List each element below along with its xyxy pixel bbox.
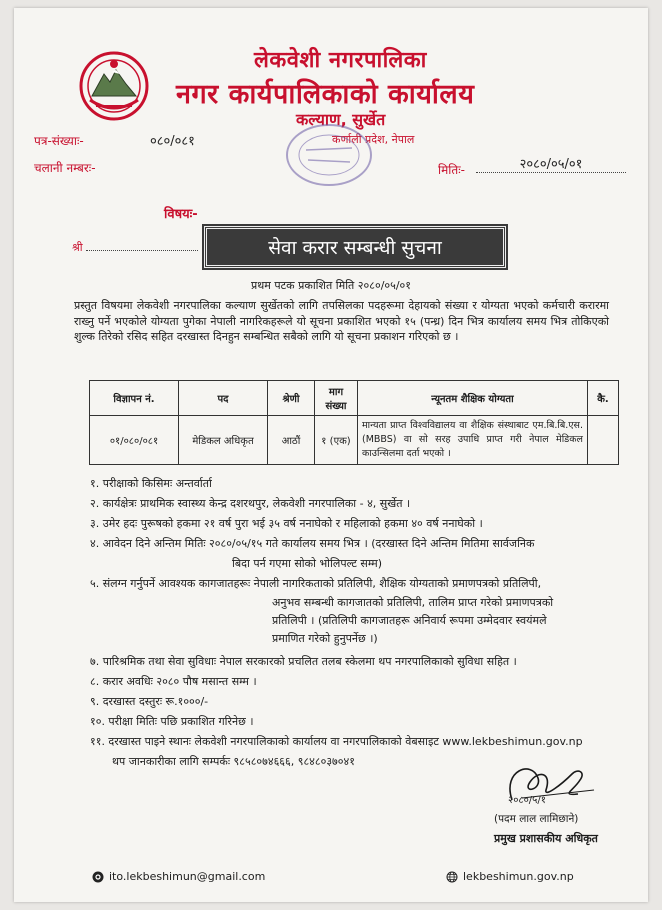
email-text: ito.lekbeshimun@gmail.com — [109, 870, 266, 883]
recipient-label: श्री — [72, 241, 83, 254]
notice-title-box — [204, 226, 506, 268]
list-item: ७. पारिश्रमिक तथा सेवा सुविधाः नेपाल सरकारको प्रचलित तलब स्केलमा थप नगरपालिकाको सुविधा सहित । — [90, 655, 517, 668]
office-location: कल्याण, सुर्खेत — [296, 110, 386, 129]
list-item: प्रतिलिपी । (प्रतिलिपी कागजातहरू अनिवार्य रूपमा उम्मेदवार स्वयंमले — [272, 614, 547, 627]
cell-post: मेडिकल अधिकृत — [179, 416, 268, 465]
globe-icon — [446, 871, 458, 883]
col-qualification: न्यूनतम शैक्षिक योग्यता — [358, 381, 588, 416]
col-level: श्रेणी — [268, 381, 315, 416]
municipality-name: लेकवेशी नगरपालिका — [254, 48, 427, 73]
col-remarks: कै. — [588, 381, 619, 416]
dispatch-no-label: चलानी नम्बरः- — [34, 161, 96, 175]
intro-paragraph: प्रस्तुत विषयमा लेकवेशी नगरपालिका कल्याण सुर्खेतको लागि तपसिलका पदहरूमा देहायको संख्या र योग्यता भएको कर्मचारी करारमा राख्नु पर्ने भएकोले योग्यता पुगेका नेपाली नागरिकहरूले यो सूचना प्रकाशित भएको १५ (पन्ध्र) दिन भित्र कार्यालय समय भित्र तोकिएको शुल्क तिरेको रसिद सहित दरखास्त दिनहुन सम्बन्धित सबैको लागि यो सूचना प्रकाशन गरिएको छ । — [74, 299, 609, 343]
list-item: २. कार्यक्षेत्रः प्राथमिक स्वास्थ्य केन्द्र दशरथपुर, लेकवेशी नगरपालिका - ४, सुर्खेत । — [90, 497, 411, 510]
list-item: ११. दरखास्त पाइने स्थानः लेकवेशी नगरपालिकाको कार्यालय वा नगरपालिकाको वेबसाइट www.lekbeshimun.gov.np — [90, 735, 583, 748]
footer-website — [446, 870, 574, 883]
footer-email — [92, 870, 265, 883]
list-item: ८. करार अवधिः २०८० पौष मसान्त सम्म । — [90, 675, 257, 688]
list-item: ९. दरखास्त दस्तुरः रू.१०००/- — [90, 695, 209, 708]
date-label: मितिः- — [438, 163, 465, 177]
list-item: ५. संलग्न गर्नुपर्ने आवश्यक कागजातहरूः नेपाली नागरिकताको प्रतिलिपी, शैक्षिक योग्यताको प्रमाणपत्रको प्रतिलिपी, — [90, 577, 542, 590]
office-name: नगर कार्यपालिकाको कार्यालय — [176, 79, 475, 110]
letter-no-label: पत्र-संख्याः- — [34, 134, 84, 148]
email-icon — [92, 871, 104, 883]
published-date: प्रथम पटक प्रकाशित मिति २०८०/०५/०१ — [251, 279, 411, 292]
subject-label: विषयः- — [164, 207, 198, 222]
date-value: २०८०/०५/०१ — [476, 154, 626, 173]
notice-title: सेवा करार सम्बन्धी सुचना — [268, 237, 442, 259]
col-post: पद — [179, 381, 268, 416]
cell-ad-no: ०१/०८०/०८१ — [90, 416, 179, 465]
cell-remarks — [588, 416, 619, 465]
signatory-name: (पदम लाल लामिछाने) — [494, 813, 579, 825]
office-province: कर्णाली प्रदेश, नेपाल — [332, 133, 415, 146]
col-count: माग संख्या — [315, 381, 358, 416]
list-item: १०. परीक्षा मितिः पछि प्रकाशित गरिनेछ । — [90, 715, 254, 728]
list-item: ४. आवेदन दिने अन्तिम मितिः २०८०/०५/१५ गते कार्यालय समय भित्र । (दरखास्त दिने अन्तिम मितिमा सार्वजनिक — [90, 537, 535, 550]
list-item: बिदा पर्न गएमा सोको भोलिपल्ट सम्म) — [232, 557, 383, 570]
vacancy-table — [89, 380, 619, 465]
letter-no-value: ०८०/०८१ — [150, 134, 195, 149]
list-item: प्रमाणित गरेको हुनुपर्नेछ ।) — [272, 632, 378, 645]
list-item: थप जानकारीका लागि सम्पर्कः ९८५८०७४६६६, ९८४८०३७०४१ — [112, 755, 355, 768]
cell-level: आठौं — [268, 416, 315, 465]
list-item: १. परीक्षाको किसिमः अन्तर्वार्ता — [90, 477, 212, 490]
nepal-emblem-icon — [76, 50, 152, 122]
table-row — [90, 416, 619, 465]
website-text: lekbeshimun.gov.np — [463, 870, 574, 883]
cell-qualification: मान्यता प्राप्त विश्वविद्यालय वा शैक्षिक संस्थाबाट एम.बि.बि.एस. (MBBS) वा सो सरह उपाधि प्राप्त गरी नेपाल मेडिकल काउन्सिलमा दर्ता भएको । — [358, 416, 588, 465]
list-item: अनुभव सम्बन्धी कागजातको प्रतिलिपी, तालिम प्राप्त गरेको प्रमाणपत्रको — [272, 596, 554, 609]
recipient-line — [86, 238, 198, 251]
office-stamp-icon — [282, 120, 376, 190]
list-item: ३. उमेर हदः पुरूषको हकमा २१ वर्ष पुरा भई ३५ वर्ष ननाघेको र महिलाको हकमा ४० वर्ष ननाघेको । — [90, 517, 483, 530]
cell-count: १ (एक) — [315, 416, 358, 465]
notice-page — [14, 8, 648, 902]
signature-date: २०८०/५/१ — [508, 795, 546, 806]
signatory-title: प्रमुख प्रशासकीय अधिकृत — [494, 832, 598, 845]
col-ad-no: विज्ञापन नं. — [90, 381, 179, 416]
conditions-list — [90, 474, 630, 772]
